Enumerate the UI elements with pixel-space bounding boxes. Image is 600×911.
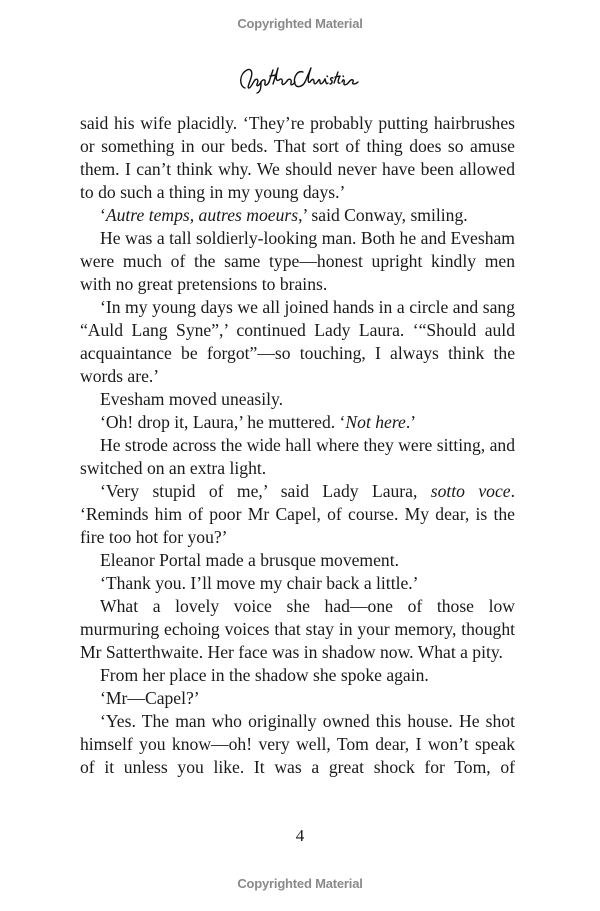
text-run: He strode across the wide hall where they were sitting, and switched on an extra light. [80, 435, 515, 478]
paragraph [80, 204, 515, 227]
paragraph [80, 296, 515, 388]
text-run: .’ [405, 412, 417, 432]
paragraph [80, 687, 515, 710]
paragraph [80, 388, 515, 411]
text-run: ‘Yes. The man who originally owned this house. He shot himself you know—oh! very well, Tom dear, I won’t speak of it unless you like. It was a great shock for Tom, of [80, 711, 515, 777]
paragraph [80, 572, 515, 595]
italic-text-run: Autre temps, autres moeurs [105, 205, 299, 225]
text-run: ‘ [100, 205, 106, 225]
text-run: What a lovely voice she had—one of those low murmuring echoing voices that stay in your memory, thought Mr Satterthwaite. Her face was in shadow now. What a pity. [80, 596, 515, 662]
text-run: said his wife placidly. ‘They’re probably putting hairbrushes or something in our beds. That sort of thing does so amuse them. I can’t think why. We should never have been allowed to do such a thing in my young days.’ [80, 113, 515, 202]
copyright-watermark-bottom: Copyrighted Material [237, 876, 363, 891]
book-text [80, 112, 515, 779]
text-run: ‘Thank you. I’ll move my chair back a little.’ [100, 573, 419, 593]
signature-logo [235, 62, 365, 96]
paragraph [80, 595, 515, 664]
text-run: Eleanor Portal made a brusque movement. [100, 550, 399, 570]
paragraph [80, 112, 515, 204]
text-run: ‘Mr—Capel?’ [100, 688, 200, 708]
text-run: ,’ said Conway, smiling. [298, 205, 468, 225]
paragraph [80, 411, 515, 434]
text-run: Evesham moved uneasily. [100, 389, 284, 409]
paragraph [80, 710, 515, 779]
italic-text-run: sotto voce [430, 481, 511, 501]
text-run: He was a tall soldierly-looking man. Both he and Evesham were much of the same type—honest upright kindly men with no great pretensions to brains. [80, 228, 515, 294]
copyright-watermark-top: Copyrighted Material [237, 16, 363, 31]
paragraph [80, 227, 515, 296]
paragraph [80, 549, 515, 572]
paragraph [80, 434, 515, 480]
author-signature [0, 62, 600, 101]
page-number: 4 [295, 826, 305, 845]
text-run: ‘In my young days we all joined hands in a circle and sang “Auld Lang Syne”,’ continued Lady Laura. ‘“Should auld acquaintance be forgot”—so touching, I always think the words are.’ [80, 297, 515, 386]
text-run: From her place in the shadow she spoke again. [100, 665, 429, 685]
text-run: . ‘Reminds him of poor Mr Capel, of course. My dear, is the fire too hot for you?’ [80, 481, 515, 547]
italic-text-run: Not here [345, 412, 406, 432]
paragraph [80, 664, 515, 687]
text-run: ‘Oh! drop it, Laura,’ he muttered. ‘ [100, 412, 346, 432]
text-run: ‘Very stupid of me,’ said Lady Laura, [100, 481, 431, 501]
paragraph [80, 480, 515, 549]
